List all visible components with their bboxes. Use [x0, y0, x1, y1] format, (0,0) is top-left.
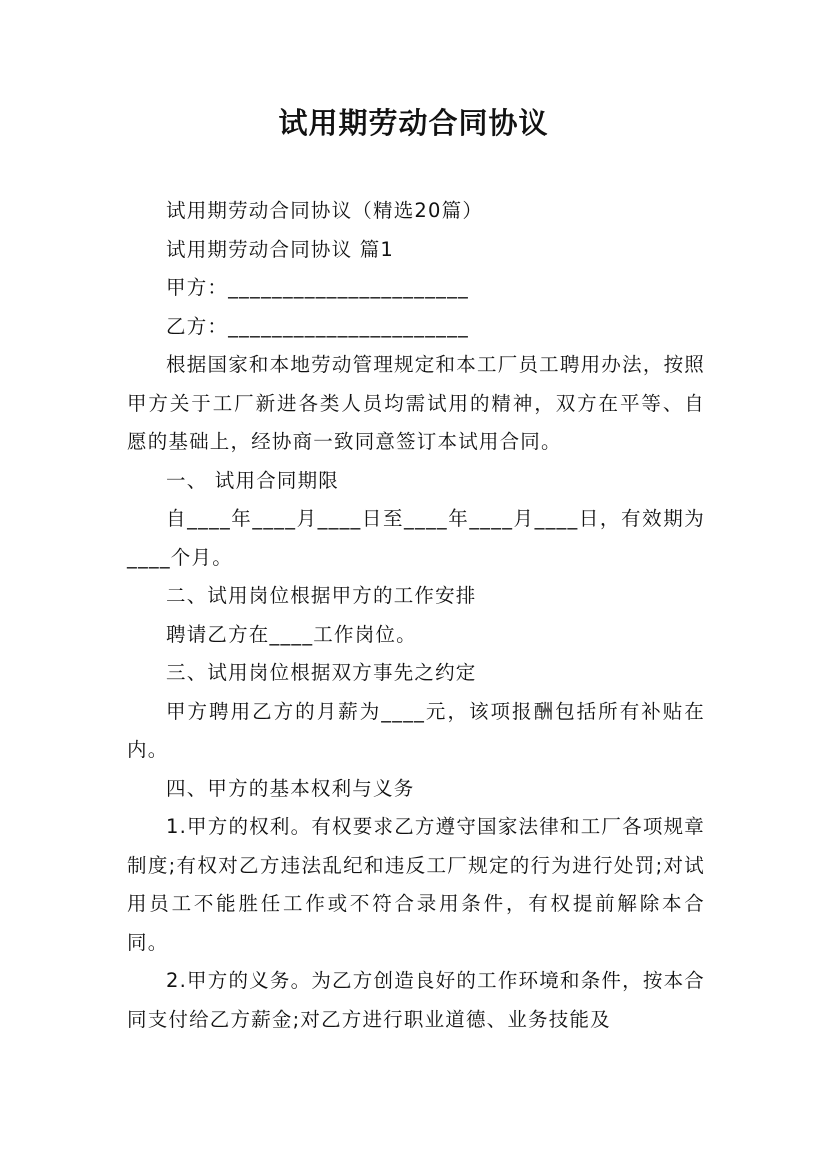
document-title: 试用期劳动合同协议	[278, 106, 549, 140]
document-body	[127, 192, 705, 1039]
paragraph-clause-2-body: 聘请乙方在____工作岗位。	[166, 622, 417, 646]
paragraph-preamble: 根据国家和本地劳动管理规定和本工厂员工聘用办法，按照甲方关于工厂新进各类人员均需试用的精神，双方在平等、自愿的基础上，经协商一致同意签订本试用合同。	[127, 353, 705, 453]
paragraph-party-a: 甲方：______________________	[166, 276, 469, 299]
paragraph-clause-3-heading: 三、试用岗位根据双方事先之约定	[166, 661, 477, 684]
paragraph-clause-1-body: 自____年____月____日至____年____月____日，有效期为____个月。	[127, 507, 705, 569]
paragraph-clause-1-heading: 一、 试用合同期限	[166, 468, 339, 492]
paragraph-clause-4-item-1: 1.甲方的权利。有权要求乙方遵守国家法律和工厂各项规章制度;有权对乙方违法乱纪和违反工厂规定的行为进行处罚;对试用员工不能胜任工作或不符合录用条件，有权提前解除本合同。	[127, 815, 705, 954]
paragraph-clause-2-heading: 二、试用岗位根据甲方的工作安排	[166, 584, 477, 607]
paragraph-clause-4-item-2: 2.甲方的义务。为乙方创造良好的工作环境和条件，按本合同支付给乙方薪金;对乙方进行职业道德、业务技能及	[127, 969, 705, 1031]
paragraph-subtitle: 试用期劳动合同协议（精选20篇）	[166, 199, 484, 222]
paragraph-section-heading: 试用期劳动合同协议 篇1	[166, 237, 395, 261]
paragraph-clause-4-heading: 四、甲方的基本权利与义务	[166, 776, 415, 800]
paragraph-clause-3-body: 甲方聘用乙方的月薪为____元，该项报酬包括所有补贴在内。	[127, 699, 705, 761]
paragraph-party-b: 乙方：______________________	[166, 314, 469, 338]
